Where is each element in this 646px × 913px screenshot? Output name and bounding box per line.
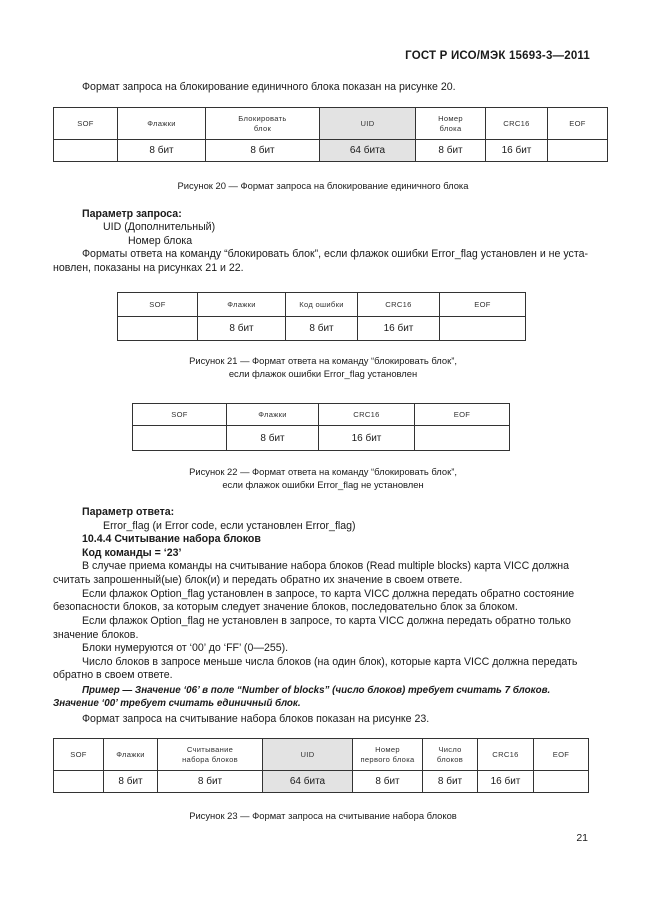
value-cell: 64 бита [263,771,353,793]
figure-21-table [117,292,526,341]
header-cell: CRC16 [358,293,440,317]
value-cell [440,317,526,341]
paragraph-3-line1: Если флажок Option_flag не установлен в запросе, то карта VICC должна передать обратно только [82,615,571,627]
header-cell: UID [263,739,353,771]
response-formats-text-line2: новлен, показаны на рисунках 21 и 22. [53,262,244,274]
header-cell: EOF [440,293,526,317]
value-cell: 8 бит [416,140,486,162]
value-cell: 16 бит [486,140,548,162]
header-cell: Блокировать блок [206,108,320,140]
header-cell: Флажки [198,293,286,317]
header-cell: EOF [534,739,589,771]
request-parameter-title: Параметр запроса: [82,208,182,220]
header-cell: CRC16 [486,108,548,140]
page-number: 21 [576,832,588,844]
caption-figure-21-line2: если флажок ошибки Error_flag установлен [228,368,418,379]
value-cell: 8 бит [158,771,263,793]
header-cell: Номер первого блока [353,739,423,771]
figure-20-table [53,107,608,162]
response-parameter-error-flag: Error_flag (и Error code, если установлен Error_flag) [103,520,356,532]
value-cell: 8 бит [118,140,206,162]
example-line2: Значение ‘00’ требует считать единичный блок. [53,698,301,709]
header-cell: SOF [54,108,118,140]
header-cell: Число блоков [423,739,478,771]
header-cell: SOF [118,293,198,317]
paragraph-3-line2: значение блоков. [53,629,139,641]
paragraph-5-line1: Число блоков в запросе меньше числа блоков (на один блок), которые карта VICC должна передать [82,656,578,668]
header-cell: Флажки [227,404,319,426]
value-cell: 8 бит [206,140,320,162]
value-cell [548,140,608,162]
caption-figure-23: Рисунок 23 — Формат запроса на считывание набора блоков [189,810,457,821]
caption-figure-22-line1: Рисунок 22 — Формат ответа на команду “блокировать блок”, [189,466,457,477]
value-cell: 8 бит [198,317,286,341]
value-cell: 16 бит [319,426,415,451]
header-cell: Считывание набора блоков [158,739,263,771]
value-cell: 16 бит [358,317,440,341]
header-cell: Код ошибки [286,293,358,317]
caption-figure-20: Рисунок 20 — Формат запроса на блокирование единичного блока [177,180,469,191]
paragraph-5-line2: обратно в своем ответе. [53,669,173,681]
value-cell: 8 бит [423,771,478,793]
header-cell: EOF [548,108,608,140]
example-line1: Пример — Значение ‘06’ в поле “Number of blocks” (число блоков) требует считать 7 блоков. [82,685,551,696]
header-cell: SOF [54,739,104,771]
header-cell: SOF [133,404,227,426]
header-cell: UID [320,108,416,140]
value-cell [415,426,510,451]
header-cell: Флажки [104,739,158,771]
value-cell: 8 бит [286,317,358,341]
intro-figure-20: Формат запроса на блокирование единичного блока показан на рисунке 20. [82,81,456,93]
value-cell: 16 бит [478,771,534,793]
section-title: 10.4.4 Считывание набора блоков [82,533,261,545]
header-cell: CRC16 [478,739,534,771]
intro-figure-23: Формат запроса на считывание набора блоков показан на рисунке 23. [82,713,430,725]
caption-figure-22-line2: если флажок ошибки Error_flag не установлен [222,479,424,490]
response-parameter-title: Параметр ответа: [82,506,175,518]
request-parameter-block-number: Номер блока [128,235,193,247]
header-cell: CRC16 [319,404,415,426]
figure-22-table [132,403,510,451]
paragraph-1-line1: В случае приема команды на считывание набора блоков (Read multiple blocks) карта VICC должна [82,560,570,572]
page-header: ГОСТ Р ИСО/МЭК 15693-3—2011 [405,50,590,62]
value-cell: 8 бит [104,771,158,793]
value-cell: 8 бит [227,426,319,451]
header-cell: EOF [415,404,510,426]
value-cell [118,317,198,341]
value-cell [534,771,589,793]
response-formats-text-line1: Форматы ответа на команду “блокировать блок”, если флажок ошибки Error_flag установлен и не уста- [82,248,588,260]
value-cell: 64 бита [320,140,416,162]
caption-figure-21-line1: Рисунок 21 — Формат ответа на команду “блокировать блок”, [189,355,457,366]
value-cell [54,771,104,793]
figure-23-table [53,738,589,793]
paragraph-2-line1: Если флажок Option_flag установлен в запросе, то карта VICC должна передать обратно состояние [82,588,575,600]
command-code: Код команды = ‘23’ [82,547,182,559]
paragraph-4: Блоки нумеруются от ‘00’ до ‘FF’ (0—255). [82,642,289,654]
value-cell [54,140,118,162]
value-cell: 8 бит [353,771,423,793]
value-cell [133,426,227,451]
header-cell: Номер блока [416,108,486,140]
paragraph-2-line2: безопасности блоков, за которым следует значение блоков, последовательно блок за блоком. [53,601,518,613]
header-cell: Флажки [118,108,206,140]
paragraph-1-line2: считать запрошенный(ые) блок(и) и передать обратно их значение в своем ответе. [53,574,463,586]
request-parameter-uid: UID (Дополнительный) [103,221,216,233]
